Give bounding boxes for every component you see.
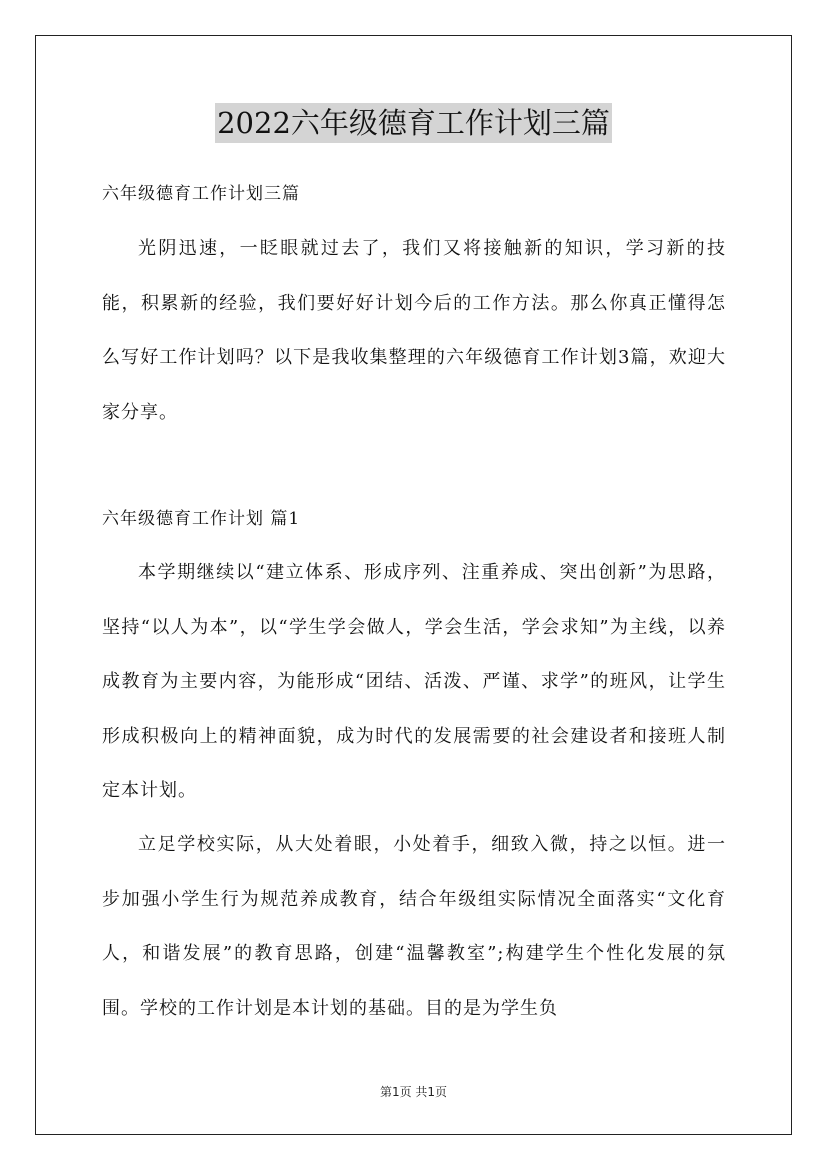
document-title: 2022六年级德育工作计划三篇 — [215, 103, 612, 143]
page-footer: 第1页 共1页 — [379, 1085, 448, 1099]
section-paragraph-1: 本学期继续以“建立体系、形成序列、注重养成、突出创新”为思路，坚持“以人为本”，以“学生学会做人，学会生活，学会求知”为主线，以养成教育为主要内容，为能形成“团结、活泼、严谨、求学”的班风，让学生形成积极向上的精神面貌，成为时代的发展需要的社会建设者和接班人制定本计划。 — [102, 562, 726, 801]
document-subtitle: 六年级德育工作计划三篇 — [102, 184, 300, 204]
title-container — [0, 103, 827, 143]
section-heading: 六年级德育工作计划 篇1 — [102, 509, 301, 529]
intro-paragraph: 光阴迅速，一眨眼就过去了，我们又将接触新的知识，学习新的技能，积累新的经验，我们要好好计划今后的工作方法。那么你真正懂得怎么写好工作计划吗？以下是我收集整理的六年级德育工作计划3篇，欢迎大家分享。 — [102, 238, 726, 423]
section-paragraph-2: 立足学校实际，从大处着眼，小处着手，细致入微，持之以恒。进一步加强小学生行为规范养成教育，结合年级组实际情况全面落实“文化育人，和谐发展”的教育思路，创建“温馨教室”;构建学生个性化发展的氛围。学校的工作计划是本计划的基础。目的是为学生负 — [102, 834, 726, 1019]
